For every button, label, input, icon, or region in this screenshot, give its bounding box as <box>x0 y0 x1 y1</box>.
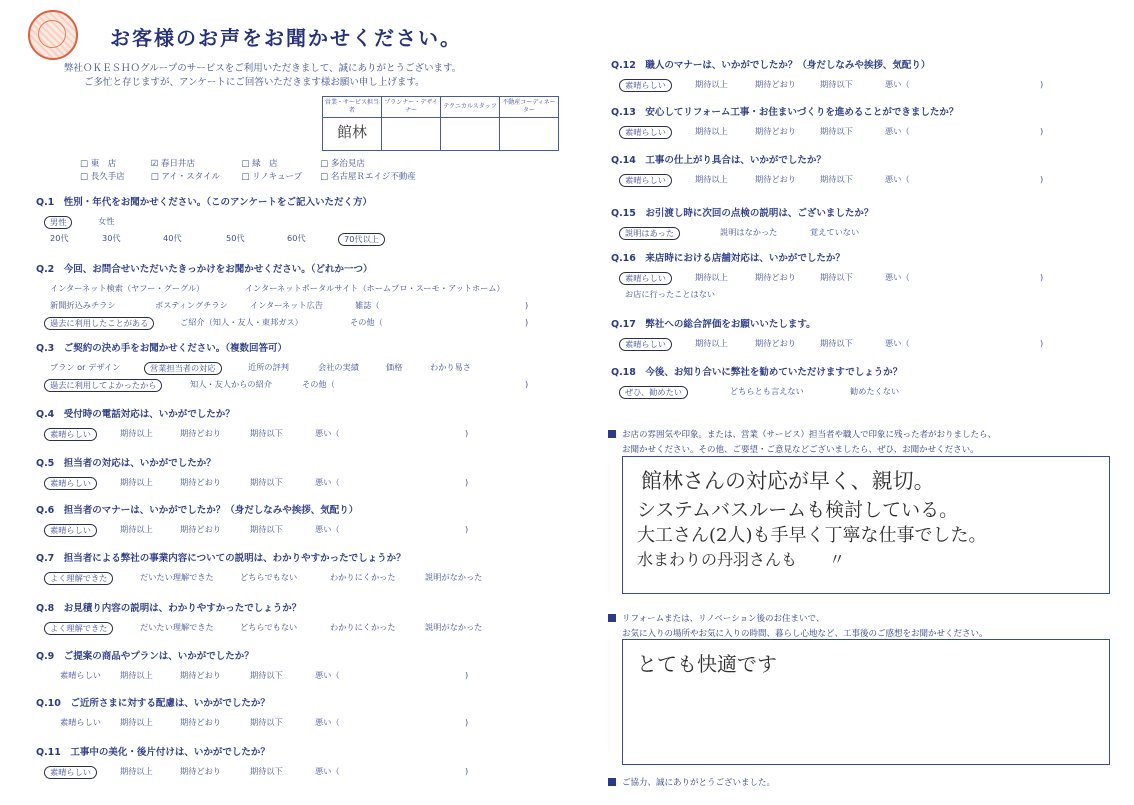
answer-option[interactable]: 覚えていない <box>810 227 860 237</box>
left-question-4 <box>36 406 235 420</box>
staff-header-technical: テクニカルスタッフ <box>441 97 500 118</box>
question-text: Q.14 工事の仕上がり具合は、いかがでしたか？ <box>611 155 826 166</box>
answer-option[interactable]: 悪い（ <box>315 477 340 487</box>
right-question-5 <box>611 250 845 264</box>
store-istyle[interactable]: □ アイ・スタイル <box>150 172 221 182</box>
answer-option: ) <box>525 300 529 310</box>
answer-option[interactable]: 期待以上 <box>120 670 153 680</box>
answer-option[interactable]: インターネット広告 <box>250 300 323 310</box>
answer-option[interactable]: どちらでもない <box>240 622 298 632</box>
comment2-prompt-line-2: お気に入りの場所やお気に入りの時間、暮らし心地など、工事後のご感想をお聞かせください。 <box>622 629 988 639</box>
answer-option[interactable]: 期待以下 <box>250 717 283 727</box>
comment1-line-3: 大工さん(2人)も手早く丁寧な仕事でした。 <box>637 525 987 546</box>
answer-option: ) <box>465 766 469 776</box>
selected-answer-option[interactable]: 素晴らしい <box>619 272 672 285</box>
staff-header-planner: プランナー・デザイナー <box>382 97 441 118</box>
answer-option[interactable]: 説明がなかった <box>425 572 483 582</box>
answer-option[interactable]: 悪い（ <box>315 428 340 438</box>
answer-option: ) <box>465 477 469 487</box>
answer-option[interactable]: 期待以下 <box>250 670 283 680</box>
answer-option[interactable]: 期待以上 <box>120 477 153 487</box>
staff-header-realestate: 不動産コーディネーター <box>500 97 559 118</box>
answer-option[interactable]: 近所の評判 <box>248 362 289 372</box>
square-bullet-icon <box>608 614 616 622</box>
question-text: Q.11 工事中の美化・後片付けは、いかがでしたか？ <box>36 747 270 758</box>
selected-answer-option[interactable]: 素晴らしい <box>44 477 97 490</box>
answer-option[interactable]: 期待どおり <box>755 79 796 89</box>
store-tajimi[interactable]: □ 多治見店 <box>320 159 365 169</box>
answer-option[interactable]: 期待以上 <box>120 524 153 534</box>
answer-option[interactable]: 期待以上 <box>695 174 728 184</box>
answer-option[interactable]: 期待以下 <box>820 338 853 348</box>
intro-line-2: ご多忙と存じますが、アンケートにご回答いただきます様お願い申し上げます。 <box>84 77 425 88</box>
question-text: Q.6 担当者のマナーは、いかがでしたか？（身だしなみや挨拶、気配り） <box>36 505 359 516</box>
left-question-6 <box>36 502 358 516</box>
company-seal <box>28 10 78 60</box>
left-question-5 <box>36 455 216 469</box>
left-question-1 <box>36 194 372 208</box>
right-question-2 <box>611 104 958 118</box>
answer-option[interactable]: 期待以下 <box>820 272 853 282</box>
answer-option[interactable]: インターネット検索（ヤフー・グーグル） <box>50 283 205 293</box>
question-text: Q.1 性別・年代をお聞かせください。（このアンケートをご記入いただく方） <box>36 197 372 208</box>
answer-option[interactable]: 期待どおり <box>755 126 796 136</box>
right-question-4 <box>611 205 873 219</box>
answer-option[interactable]: ご紹介（知人・友人・東邦ガス） <box>180 317 303 327</box>
question-text: Q.5 担当者の対応は、いかがでしたか？ <box>36 458 216 469</box>
store-renocube[interactable]: □ リノキューブ <box>241 172 303 182</box>
staff-sales-name <box>323 118 382 151</box>
answer-option[interactable]: 期待どおり <box>180 477 221 487</box>
selected-answer-option[interactable]: よく理解できた <box>44 572 113 585</box>
selected-answer-option[interactable]: 過去に利用してよかったから <box>44 379 162 392</box>
answer-option[interactable]: 悪い（ <box>315 717 340 727</box>
answer-option: ) <box>1040 174 1044 184</box>
answer-option[interactable]: 期待以下 <box>250 477 283 487</box>
right-question-3 <box>611 152 826 166</box>
selected-answer-option[interactable]: ぜひ、勧めたい <box>619 386 688 399</box>
answer-option[interactable]: わかりにくかった <box>330 572 396 582</box>
store-row-2 <box>80 170 416 182</box>
staff-realestate-cell <box>500 118 559 151</box>
answer-option[interactable]: 期待以下 <box>820 79 853 89</box>
closing-note <box>608 776 775 788</box>
answer-option: ) <box>1040 272 1044 282</box>
answer-option[interactable]: 60代 <box>287 233 306 243</box>
answer-option[interactable]: どちらでもない <box>240 572 298 582</box>
left-question-11 <box>36 744 270 758</box>
answer-option[interactable]: 期待どおり <box>180 766 221 776</box>
answer-option[interactable]: 会社の実績 <box>318 362 359 372</box>
answer-option[interactable]: ポスティングチラシ <box>155 300 228 310</box>
answer-option: ) <box>1040 126 1044 136</box>
answer-option: ) <box>465 717 469 727</box>
page-title: お客様のお声をお聞かせください。 <box>110 26 462 50</box>
question-text: Q.3 ご契約の決め手をお聞かせください。（複数回答可） <box>36 343 288 354</box>
comment1-line-1: 館林さんの対応が早く、親切。 <box>641 469 935 493</box>
comment2-prompt <box>608 612 988 639</box>
comment1-line-4: 水まわりの丹羽さんも 〃 <box>637 550 846 569</box>
question-text: Q.15 お引渡し時に次回の点検の説明は、ございましたか？ <box>611 208 874 219</box>
answer-option[interactable]: 期待以下 <box>820 126 853 136</box>
answer-option[interactable]: 期待どおり <box>755 174 796 184</box>
answer-option[interactable]: 期待以下 <box>250 524 283 534</box>
comment1-line-2: システムバスルームも検討している。 <box>637 499 959 521</box>
left-question-2 <box>36 261 373 275</box>
answer-option[interactable]: 30代 <box>102 233 121 243</box>
answer-option[interactable]: わかりにくかった <box>330 622 396 632</box>
answer-option[interactable]: 期待どおり <box>180 670 221 680</box>
answer-option[interactable]: 説明がなかった <box>425 622 483 632</box>
left-question-7 <box>36 550 406 564</box>
answer-option[interactable]: 期待以下 <box>820 174 853 184</box>
answer-option[interactable]: 期待どおり <box>755 272 796 282</box>
question-text: Q.4 受付時の電話対応は、いかがでしたか？ <box>36 409 235 420</box>
selected-answer-option[interactable]: 説明はあった <box>619 227 680 240</box>
answer-option[interactable]: 素晴らしい <box>60 670 101 680</box>
answer-option[interactable]: 知人・友人からの紹介 <box>190 379 272 389</box>
staff-table <box>322 96 559 151</box>
question-text: Q.8 お見積り内容の説明は、わかりやすかったでしょうか？ <box>36 603 302 614</box>
closing-text: ご協力、誠にありがとうございました。 <box>622 778 776 788</box>
answer-option[interactable]: 20代 <box>50 233 69 243</box>
square-bullet-icon <box>608 430 616 438</box>
store-higashi[interactable]: □ 東 店 <box>80 159 117 169</box>
answer-option[interactable]: 説明はなかった <box>720 227 778 237</box>
intro-line-1: 弊社ＯＫＥＳＨＯグループのサービスをご利用いただきまして、誠にありがとうございます。 <box>64 63 462 74</box>
question-text: Q.9 ご提案の商品やプランは、いかがでしたか？ <box>36 651 254 662</box>
answer-option[interactable]: 価格 <box>386 362 403 372</box>
question-text: Q.18 今後、お知り合いに弊社を勧めていただけますでしょうか？ <box>611 367 903 378</box>
answer-option[interactable]: 悪い（ <box>885 126 910 136</box>
answer-option[interactable]: 悪い（ <box>885 272 910 282</box>
left-question-9 <box>36 648 254 662</box>
answer-option[interactable]: だいたい理解できた <box>140 572 214 582</box>
answer-option[interactable]: 悪い（ <box>315 670 340 680</box>
comment1-prompt-line-2: お聞かせください。その他、ご要望・ご意見などございましたら、ぜひ、お聞かせください。 <box>622 445 979 455</box>
answer-option: ) <box>1040 338 1044 348</box>
answer-option[interactable]: 期待以上 <box>120 766 153 776</box>
square-bullet-icon <box>608 778 616 786</box>
answer-option[interactable]: 悪い（ <box>885 338 910 348</box>
answer-option[interactable]: 期待どおり <box>180 524 221 534</box>
left-question-8 <box>36 600 301 614</box>
question-text: Q.10 ご近所さまに対する配慮は、いかがでしたか？ <box>36 698 270 709</box>
question-text: Q.2 今回、お問合せいただいたきっかけをお聞かせください。（どれか一つ） <box>36 264 373 275</box>
answer-option[interactable]: 悪い（ <box>885 174 910 184</box>
selected-answer-option[interactable]: 素晴らしい <box>619 174 672 187</box>
answer-option[interactable]: 悪い（ <box>315 766 340 776</box>
right-question-6 <box>611 316 816 330</box>
right-question-1 <box>611 57 930 71</box>
selected-answer-option[interactable]: 男性 <box>44 216 72 229</box>
answer-option[interactable]: インターネットポータルサイト（ホームプロ・スーモ・アットホーム） <box>245 283 505 293</box>
selected-answer-option[interactable]: 素晴らしい <box>44 524 97 537</box>
answer-option[interactable]: わかり易さ <box>430 362 471 372</box>
answer-option[interactable]: 女性 <box>98 216 115 226</box>
answer-option[interactable]: 期待どおり <box>180 428 221 438</box>
selected-answer-option[interactable]: 過去に利用したことがある <box>44 317 154 330</box>
store-midori[interactable]: □ 緑 店 <box>241 159 278 169</box>
answer-option[interactable]: 勧めたくない <box>850 386 900 396</box>
answer-option[interactable]: 新聞折込みチラシ <box>50 300 116 310</box>
answer-option[interactable]: 期待以上 <box>695 79 728 89</box>
question-text: Q.7 担当者による弊社の事業内容についての説明は、わかりやすかったでしょうか？ <box>36 553 406 564</box>
answer-option[interactable]: 期待以下 <box>250 428 283 438</box>
question-text: Q.16 来店時における店舗対応は、いかがでしたか？ <box>611 253 845 264</box>
answer-option[interactable]: 40代 <box>163 233 182 243</box>
question-text: Q.12 職人のマナーは、いかがでしたか？（身だしなみや挨拶、気配り） <box>611 60 931 71</box>
sales-name-handwriting: 館林 <box>336 123 367 141</box>
store-nagakute[interactable]: □ 長久手店 <box>80 172 125 182</box>
answer-option[interactable]: 悪い（ <box>315 524 340 534</box>
answer-option[interactable]: 期待以下 <box>250 766 283 776</box>
answer-option[interactable]: 悪い（ <box>885 79 910 89</box>
answer-option[interactable]: 期待以上 <box>120 717 153 727</box>
store-row-1 <box>80 157 365 169</box>
answer-option: ) <box>465 428 469 438</box>
store-nagoya-rage[interactable]: □ 名古屋Ｒエイジ不動産 <box>320 172 416 182</box>
selected-answer-option[interactable]: 素晴らしい <box>44 766 97 779</box>
staff-technical-cell <box>441 118 500 151</box>
comment1-prompt-line-1: お店の雰囲気や印象。または、営業（サービス）担当者や職人で印象に残った者がおりましたら、 <box>622 430 997 440</box>
answer-option: ) <box>465 524 469 534</box>
comment2-line-1: とても快適です <box>637 652 777 676</box>
answer-option[interactable]: 期待以上 <box>120 428 153 438</box>
answer-option[interactable]: だいたい理解できた <box>140 622 214 632</box>
answer-option[interactable]: その他（ <box>302 379 335 389</box>
selected-answer-option[interactable]: 営業担当者の対応 <box>144 362 222 375</box>
answer-option: ) <box>465 670 469 680</box>
answer-option[interactable]: その他（ <box>350 317 383 327</box>
answer-option[interactable]: 素晴らしい <box>60 717 101 727</box>
answer-option[interactable]: 雑誌（ <box>355 300 380 310</box>
right-question-7 <box>611 364 902 378</box>
selected-answer-option[interactable]: 素晴らしい <box>44 428 97 441</box>
answer-option[interactable]: 期待以上 <box>695 126 728 136</box>
selected-answer-option[interactable]: 素晴らしい <box>619 79 672 92</box>
comment2-prompt-line-1: リフォームまたは、リノベーション後のお住まいで、 <box>622 614 825 624</box>
answer-option[interactable]: 期待どおり <box>755 338 796 348</box>
answer-option: ) <box>525 317 529 327</box>
answer-option: ) <box>525 379 529 389</box>
question-text: Q.17 弊社への総合評価をお願いいたします。 <box>611 319 816 330</box>
question-text: Q.13 安心してリフォーム工事・お住まいづくりを進めることができましたか？ <box>611 107 959 118</box>
answer-option[interactable]: プラン or デザイン <box>50 362 121 372</box>
staff-header-sales: 営業・サービス担当者 <box>323 97 382 118</box>
answer-option[interactable]: 50代 <box>226 233 245 243</box>
answer-option[interactable]: 期待どおり <box>180 717 221 727</box>
answer-option[interactable]: どちらとも言えない <box>730 386 804 396</box>
answer-option: ) <box>1040 79 1044 89</box>
selected-answer-option[interactable]: 素晴らしい <box>619 126 672 139</box>
left-question-10 <box>36 695 270 709</box>
staff-planner-cell <box>382 118 441 151</box>
comment2-box[interactable] <box>622 639 1110 765</box>
answer-option[interactable]: お店に行ったことはない <box>625 289 716 299</box>
selected-answer-option[interactable]: 素晴らしい <box>619 338 672 351</box>
comment1-box[interactable] <box>622 456 1110 594</box>
store-kasugai[interactable]: ☑ 春日井店 <box>150 159 196 169</box>
selected-answer-option[interactable]: よく理解できた <box>44 622 113 635</box>
comment1-prompt <box>608 428 996 455</box>
answer-option[interactable]: 期待以上 <box>695 338 728 348</box>
selected-answer-option[interactable]: 70代以上 <box>338 233 385 246</box>
answer-option[interactable]: 期待以上 <box>695 272 728 282</box>
left-question-3 <box>36 340 287 354</box>
